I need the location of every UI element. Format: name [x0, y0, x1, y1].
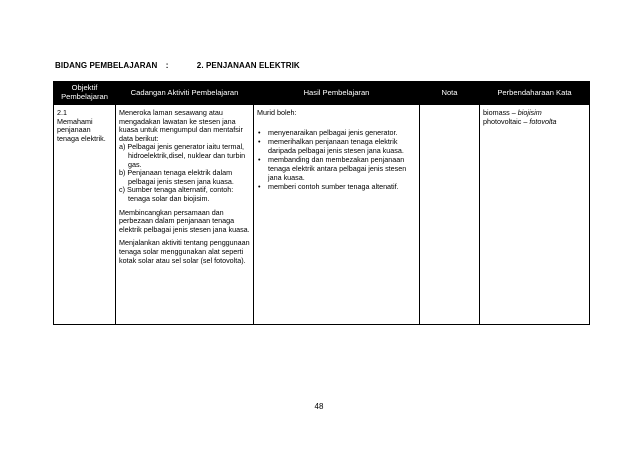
activities-paragraph-solar: Menjalankan aktiviti tentang penggunaan tenaga solar menggunakan alat seperti kotak solar atau sel solar (sel fotovolta). [119, 238, 250, 265]
outcome-item: • menyenaraikan pelbagai jenis generator. [257, 129, 416, 138]
outcomes-list [257, 129, 416, 192]
activities-intro: Meneroka laman sesawang atau mengadakan lawatan ke stesen jana kuasa untuk mengumpul dan mentafsir data berikut: [119, 108, 243, 143]
header-outcomes: Hasil Pembelajaran [254, 82, 420, 105]
objective-number: 2.1 [57, 108, 67, 117]
notes-cell [420, 105, 480, 325]
heading-title: 2. PENJANAAN ELEKTRIK [196, 61, 300, 70]
vocabulary-malay: biojisim [517, 108, 542, 117]
vocabulary-cell [480, 105, 590, 325]
vocabulary-malay: fotovolta [529, 116, 557, 126]
activities-paragraph-comparison: Membincangkan persamaan dan perbezaan dalam penjanaan tenaga elektrik pelbagai jenis stesen jana kuasa. [119, 207, 250, 234]
table-row [54, 105, 590, 325]
page-number: 48 [314, 402, 324, 411]
heading-colon: : [165, 61, 169, 70]
curriculum-table [53, 81, 590, 325]
outcome-item: • membanding dan membezakan penjanaan tenaga elektrik antara pelbagai jenis stesen jana kuasa. [257, 156, 416, 182]
activity-item: a) Pelbagai jenis generator iaitu termal, hidroelektrik,disel, nuklear dan turbin gas. [119, 142, 246, 169]
outcome-item: • memerihalkan penjanaan tenaga elektrik daripada pelbagai jenis stesen jana kuasa. [257, 138, 416, 155]
activity-item: b) Penjanaan tenaga elektrik dalam pelbagai jenis stesen jana kuasa. [119, 168, 234, 186]
vocabulary-dash: – [509, 108, 518, 117]
activities-list [119, 143, 250, 203]
header-activities: Cadangan Aktiviti Pembelajaran [116, 82, 254, 105]
section-heading [55, 61, 300, 70]
table-header-row [54, 82, 590, 105]
vocabulary-entry [483, 118, 586, 127]
outcomes-cell [254, 105, 420, 325]
objective-cell [54, 105, 116, 325]
outcomes-intro: Murid boleh: [257, 108, 297, 117]
vocabulary-english: biomass [483, 108, 510, 117]
activity-item: c) Sumber tenaga alternatif, contoh: tenaga solar dan biojisim. [119, 185, 234, 203]
header-vocabulary: Perbendaharaan Kata [480, 82, 590, 105]
activities-cell [116, 105, 254, 325]
header-objective: Objektif Pembelajaran [54, 82, 116, 105]
vocabulary-dash: – [521, 116, 530, 126]
objective-text: Memahami penjanaan tenaga elektrik. [57, 116, 106, 143]
heading-label: BIDANG PEMBELAJARAN [55, 61, 158, 70]
outcome-item: • memberi contoh sumber tenaga altenatif. [257, 183, 416, 192]
header-notes: Nota [420, 82, 480, 105]
vocabulary-english: photovoltaic [483, 116, 522, 126]
